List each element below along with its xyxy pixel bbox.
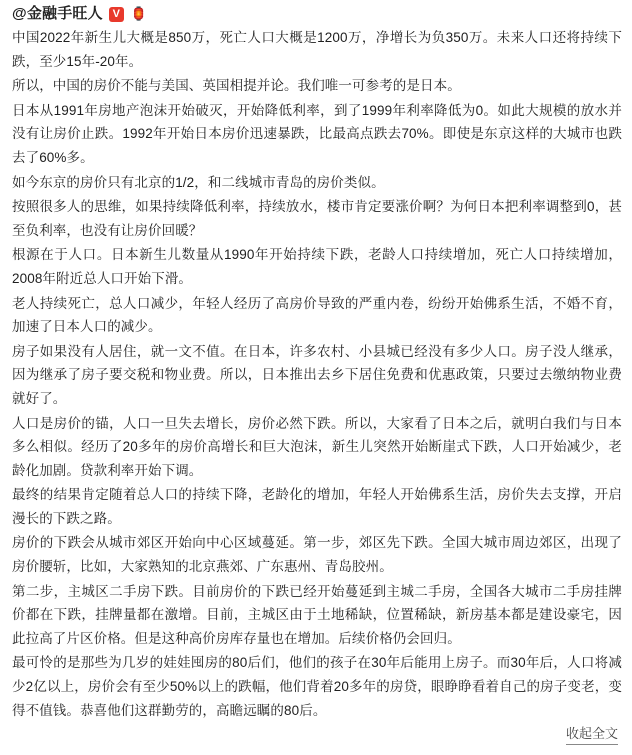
paragraph: 按照很多人的思维，如果持续降低利率，持续放水，楼市肯定要涨价啊？为何日本把利率调整到0，甚至负利率，也没有让房价回暖？ xyxy=(12,199,622,238)
article-body xyxy=(0,26,632,722)
paragraph: 第二步，主城区二手房下跌。目前房价的下跌已经开始蔓延到主城二手房，全国各大城市二手房挂牌价都在下跌，挂牌量都在激增。目前，主城区由于土地稀缺，位置稀缺，新房基本都是建设豪宅，因此拉高了片区价格。但是这种高价房库存量也在增加。后续价格仍会回归。 xyxy=(12,583,622,646)
paragraph: 中国2022年新生儿大概是850万，死亡人口大概是1200万，净增长为负350万。未来人口还将持续下跌，至少15年-20年。 xyxy=(12,30,622,69)
paragraph: 日本从1991年房地产泡沫开始破灭，开始降低利率，到了1999年利率降低为0。如此大规模的放水并没有让房价止跌。1992年开始日本房价迅速暴跌，比最高点跌去70%。即使是东京这样的大城市也跌去了60%多。 xyxy=(12,102,622,165)
lantern-emoji-icon: 🏮 xyxy=(130,6,147,21)
paragraph: 根源在于人口。日本新生儿数量从1990年开始持续下跌，老龄人口持续增加，死亡人口持续增加，2008年附近总人口开始下滑。 xyxy=(12,247,622,286)
verified-badge-icon: V xyxy=(109,7,124,22)
paragraph: 房子如果没有人居住，就一文不值。在日本，许多农村、小县城已经没有多少人口。房子没人继承，因为继承了房子要交税和物业费。所以，日本推出去乡下居住免费和优惠政策，只要过去缴纳物业费就好了。 xyxy=(12,343,622,406)
author-header xyxy=(0,0,632,26)
paragraph: 所以，中国的房价不能与美国、英国相提并论。我们唯一可参考的是日本。 xyxy=(12,78,461,94)
paragraph: 如今东京的房价只有北京的1/2，和二线城市青岛的房价类似。 xyxy=(12,174,385,190)
paragraph: 最终的结果肯定随着总人口的持续下降，老龄化的增加，年轻人开始佛系生活，房价失去支撑，开启漫长的下跌之路。 xyxy=(12,487,622,526)
paragraph: 人口是房价的锚，人口一旦失去增长，房价必然下跌。所以，大家看了日本之后，就明白我们与日本多么相似。经历了20多年的房价高增长和巨大泡沫，新生儿突然开始断崖式下跌，人口开始减少，老龄化加剧。贷款利率开始下调。 xyxy=(12,415,622,478)
author-name[interactable]: @金融手旺人 xyxy=(12,5,103,22)
collapse-full-text-link[interactable]: 收起全文 xyxy=(566,725,618,745)
article-footer xyxy=(0,723,632,745)
paragraph: 老人持续死亡，总人口减少，年轻人经历了高房价导致的严重内卷，纷纷开始佛系生活，不婚不育，加速了日本人口的减少。 xyxy=(12,295,622,335)
paragraph: 房价的下跌会从城市郊区开始向中心区域蔓延。第一步，郊区先下跌。全国大城市周边郊区，出现了房价腰斩，比如，大家熟知的北京燕郊、广东惠州、青岛胶州。 xyxy=(12,535,622,575)
paragraph: 最可怜的是那些为几岁的娃娃囤房的80后们，他们的孩子在30年后能用上房子。而30年后，人口将减少2亿以上，房价会有至少50%以上的跌幅，他们背着20多年的房贷，眼睁睁看着自己的房子变老，变得不值钱。恭喜他们这群勤劳的，高瞻远瞩的80后。 xyxy=(12,655,622,718)
